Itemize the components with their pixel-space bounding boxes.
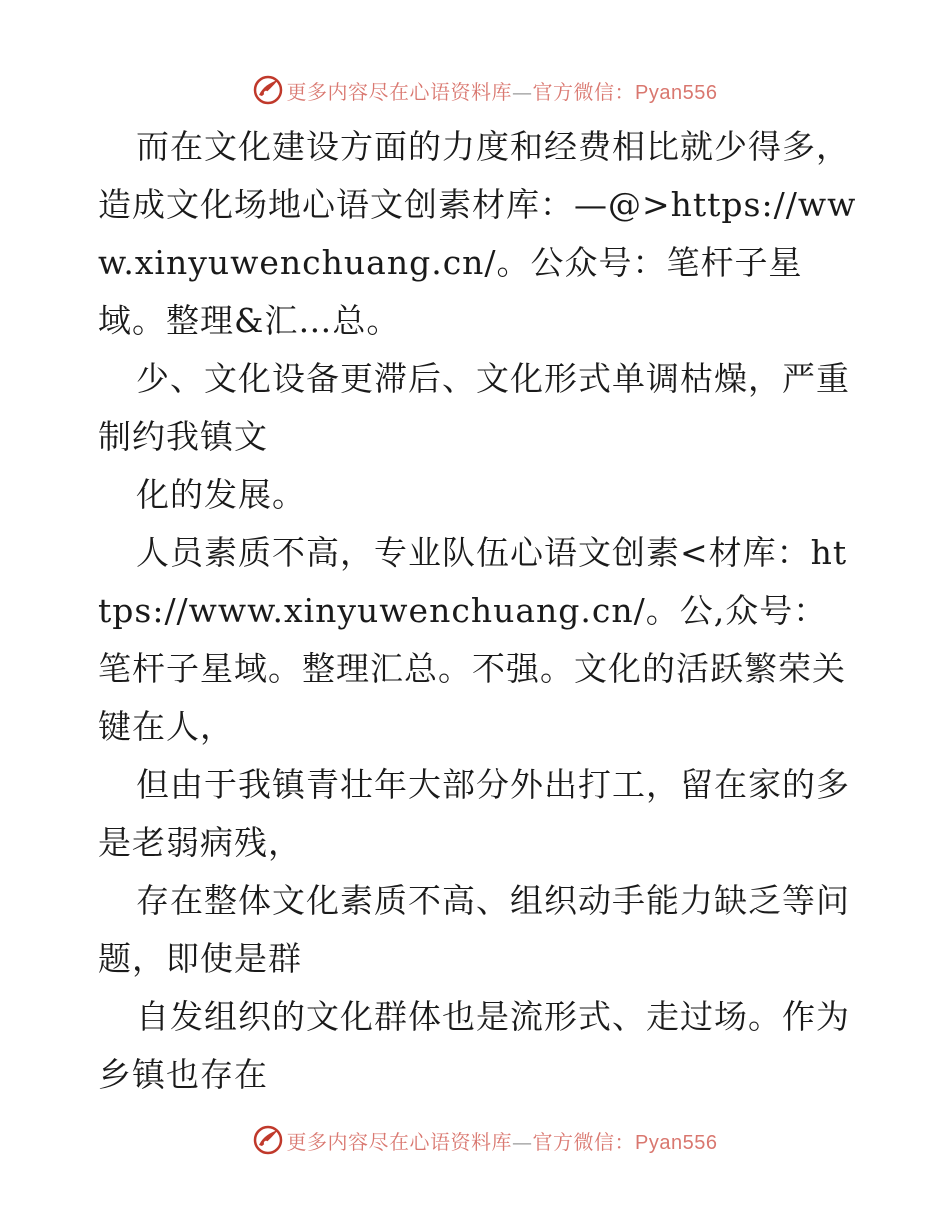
footer-banner bbox=[0, 1123, 950, 1157]
paragraph: 自发组织的文化群体也是流形式、走过场。作为乡镇也存在 bbox=[98, 997, 850, 1094]
paragraph: 但由于我镇青壮年大部分外出打工，留在家的多是老弱病残， bbox=[98, 765, 850, 862]
paragraph: 化的发展。 bbox=[136, 475, 306, 514]
footer-banner-inner bbox=[253, 1125, 718, 1155]
header-banner-text bbox=[287, 76, 718, 105]
footer-separator: — bbox=[512, 1129, 533, 1154]
footer-wechat-label: 官方微信： bbox=[532, 1129, 636, 1154]
header-brand-text: 更多内容尽在心语资料库 bbox=[286, 79, 513, 104]
document-body bbox=[98, 118, 858, 1104]
footer-wechat-id: Pyan556 bbox=[635, 1131, 718, 1154]
paragraph: 存在整体文化素质不高、组织动手能力缺乏等问题，即使是群 bbox=[98, 881, 850, 978]
header-banner bbox=[0, 73, 950, 107]
header-wechat-label: 官方微信： bbox=[532, 79, 636, 104]
paragraph: 人员素质不高，专业队伍心语文创素<材库：https://www.xinyuwenchuang.cn/。公,众号：笔杆子星域。整理汇总。不强。文化的活跃繁荣关键在人， bbox=[98, 533, 848, 746]
footer-banner-text bbox=[287, 1126, 718, 1155]
header-wechat-id: Pyan556 bbox=[635, 81, 718, 104]
paragraph: 而在文化建设方面的力度和经费相比就少得多，造成文化场地心语文创素材库：—@>https://www.xinyuwenchuang.cn/。公众号：笔杆子星域。整理&汇…总。 bbox=[98, 127, 857, 340]
header-separator: — bbox=[512, 79, 533, 104]
quill-logo-icon bbox=[253, 75, 283, 105]
header-banner-inner bbox=[253, 75, 718, 105]
paragraph: 少、文化设备更滞后、文化形式单调枯燥，严重制约我镇文 bbox=[98, 359, 850, 456]
footer-brand-text: 更多内容尽在心语资料库 bbox=[286, 1129, 513, 1154]
quill-logo-icon bbox=[253, 1125, 283, 1155]
